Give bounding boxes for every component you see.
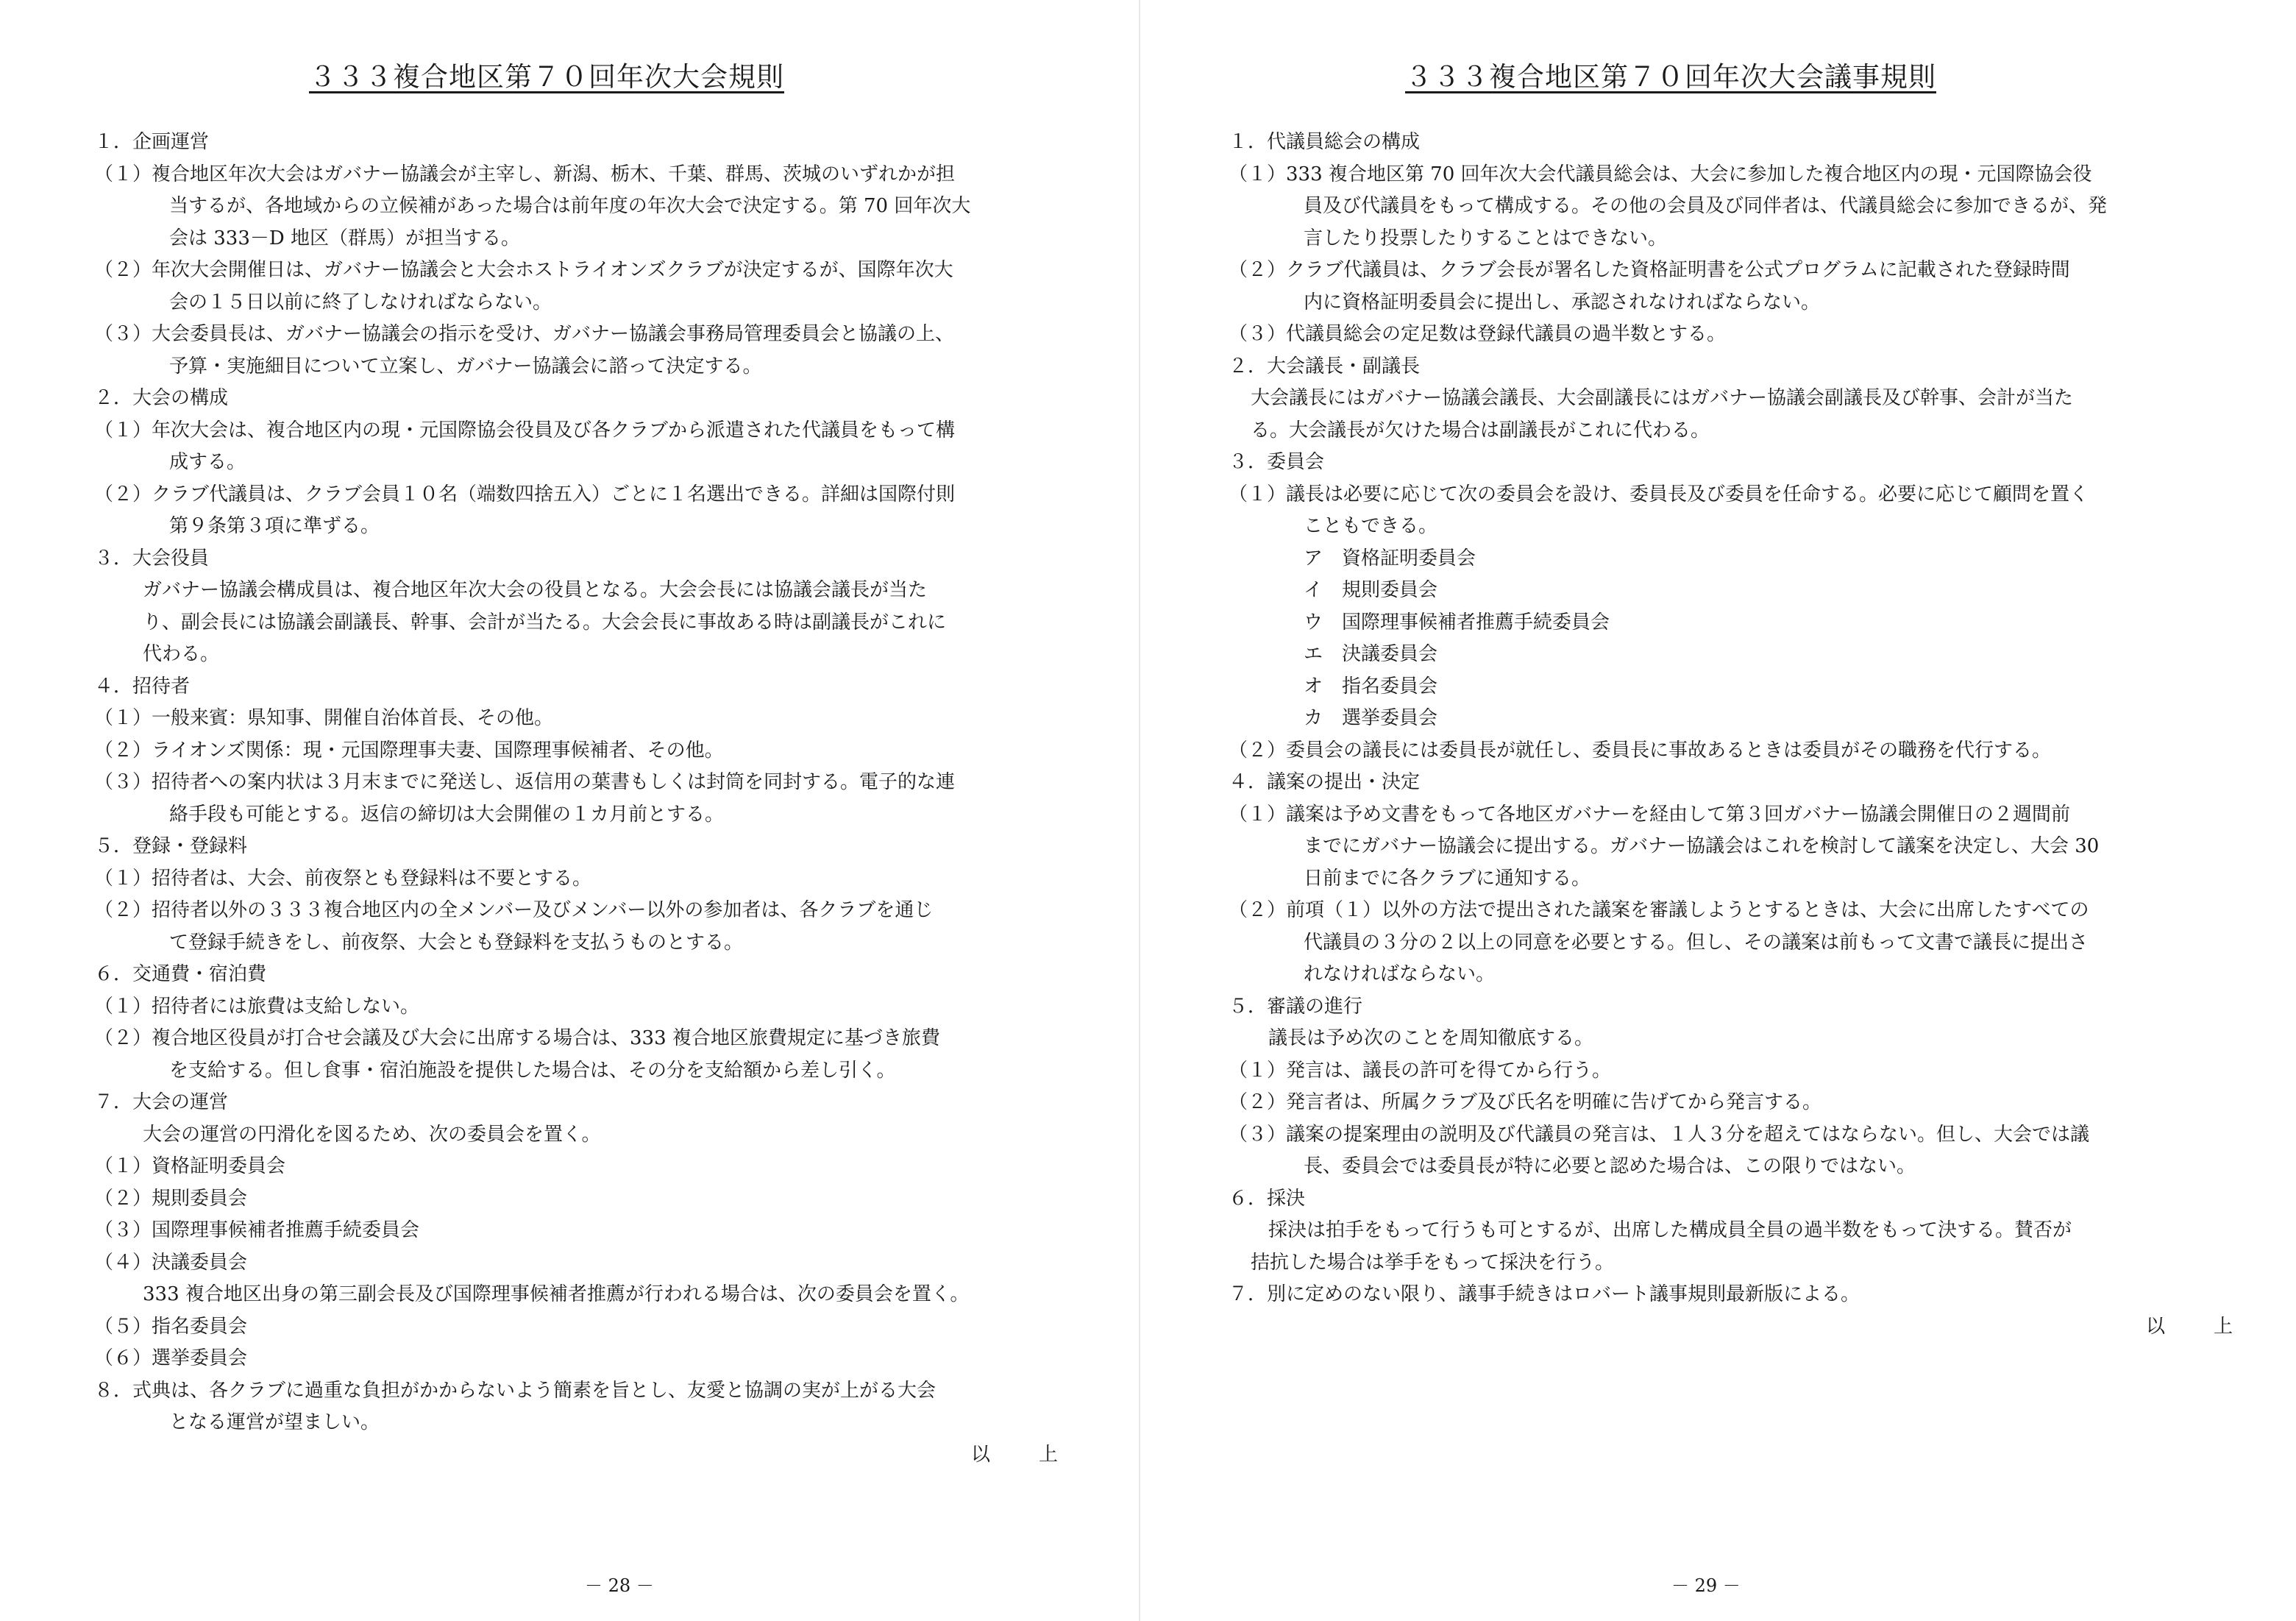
text-line: 成する。 — [169, 451, 246, 473]
text-line: れなければならない。 — [1304, 963, 1496, 985]
text-line: 絡手段も可能とする。返信の締切は大会開催の１カ月前とする。 — [169, 803, 725, 826]
text-line: ７．別に定めのない限り、議事手続きはロバート議事規則最新版による。 — [1229, 1283, 1860, 1305]
text-line: 会の１５日以前に終了しなければならない。 — [169, 291, 552, 313]
text-line: （１）資格証明委員会 — [94, 1155, 286, 1177]
text-line: エ 決議委員会 — [1304, 643, 1438, 665]
text-line: （１）333 複合地区第 70 回年次大会代議員総会は、大会に参加した複合地区内の現・元国際協会役 — [1229, 163, 2092, 185]
text-line: イ 規則委員会 — [1304, 579, 1438, 601]
text-line: 長、委員会では委員長が特に必要と認めた場合は、この限りではない。 — [1304, 1155, 1916, 1177]
text-line: 代議員の３分の２以上の同意を必要とする。但し、その議案は前もって文書で議長に提出さ — [1304, 931, 2089, 954]
text-line: ５．審議の進行 — [1229, 995, 1363, 1018]
text-line: ３．委員会 — [1229, 451, 1325, 473]
text-line: （１）招待者は、大会、前夜祭とも登録料は不要とする。 — [94, 867, 592, 890]
text-line: 代わる。 — [143, 643, 220, 665]
text-line: こともできる。 — [1304, 515, 1438, 537]
text-line: （２）委員会の議長には委員長が就任し、委員長に事故あるときは委員がその職務を代行する。 — [1229, 739, 2052, 762]
text-line: ３．大会役員 — [94, 547, 210, 570]
text-line: （１）招待者には旅費は支給しない。 — [94, 995, 420, 1018]
text-line: （１）複合地区年次大会はガバナー協議会が主宰し、新潟、栃木、千葉、群馬、茨城のいずれかが担 — [94, 163, 956, 185]
text-line: ７．大会の運営 — [94, 1091, 229, 1113]
text-line: 会は 333－D 地区（群馬）が担当する。 — [169, 227, 521, 249]
text-line: 予算・実施細目について立案し、ガバナー協議会に諮って決定する。 — [169, 355, 762, 377]
text-line: （４）決議委員会 — [94, 1251, 248, 1274]
text-line: ６．採決 — [1229, 1187, 1306, 1210]
text-line: （３）国際理事候補者推薦手続委員会 — [94, 1219, 420, 1241]
text-line: て登録手続きをし、前夜祭、大会とも登録料を支払うものとする。 — [169, 931, 744, 954]
text-line: 拮抗した場合は挙手をもって採決を行う。 — [1251, 1251, 1615, 1274]
text-line: までにガバナー協議会に提出する。ガバナー協議会はこれを検討して議案を決定し、大会 30 — [1304, 835, 2100, 857]
text-line: （１）発言は、議長の許可を得てから行う。 — [1229, 1059, 1612, 1082]
text-line: （２）年次大会開催日は、ガバナー協議会と大会ホストライオンズクラブが決定するが、国際年次大 — [94, 259, 953, 281]
page-left — [0, 0, 1133, 1621]
text-line: （２）クラブ代議員は、クラブ会長が署名した資格証明書を公式プログラムに記載された登録時間 — [1229, 259, 2070, 281]
text-line: 第９条第３項に準ずる。 — [169, 515, 380, 537]
text-line: （２）発言者は、所属クラブ及び氏名を明確に告げてから発言する。 — [1229, 1091, 1822, 1113]
text-line: ４．議案の提出・決定 — [1229, 771, 1421, 793]
text-line: ５．登録・登録料 — [94, 835, 248, 857]
text-line: 員及び代議員をもって構成する。その他の会員及び同伴者は、代議員総会に参加できるが、発 — [1304, 195, 2108, 217]
text-line: ６．交通費・宿泊費 — [94, 963, 267, 985]
closing-mark: 以 上 — [970, 1443, 1073, 1466]
text-line: となる運営が望ましい。 — [169, 1411, 380, 1433]
text-line: （２）規則委員会 — [94, 1187, 248, 1210]
text-line: 333 複合地区出身の第三副会長及び国際理事候補者推薦が行われる場合は、次の委員会を置く。 — [143, 1283, 970, 1305]
page-title: ３３３複合地区第７０回年次大会規則 — [309, 61, 784, 93]
text-line: （３）議案の提案理由の説明及び代議員の発言は、１人３分を超えてはならない。但し、大会では議 — [1229, 1123, 2090, 1146]
text-line: カ 選挙委員会 — [1304, 707, 1438, 729]
text-line: １．代議員総会の構成 — [1229, 131, 1421, 153]
text-line: （３）大会委員長は、ガバナー協議会の指示を受け、ガバナー協議会事務局管理委員会と協議の上、 — [94, 323, 954, 345]
text-line: 大会の運営の円滑化を図るため、次の委員会を置く。 — [143, 1123, 601, 1146]
rules-body — [1229, 127, 2255, 1343]
text-line: （２）前項（１）以外の方法で提出された議案を審議しようとするときは、大会に出席したすべての — [1229, 899, 2089, 921]
page-number: － 28 － — [585, 1575, 654, 1596]
text-line: （２）複合地区役員が打合せ会議及び大会に出席する場合は、333 複合地区旅費規定に基づき旅費 — [94, 1027, 940, 1049]
text-line: （１）年次大会は、複合地区内の現・元国際協会役員及び各クラブから派遣された代議員をもって構 — [94, 419, 956, 441]
text-line: （２）クラブ代議員は、クラブ会員１０名（端数四捨五入）ごとに１名選出できる。詳細は国際付則 — [94, 483, 956, 506]
text-line: 日前までに各クラブに通知する。 — [1304, 867, 1591, 890]
page-right — [1148, 0, 2296, 1621]
text-line: ウ 国際理事候補者推薦手続委員会 — [1304, 611, 1610, 634]
text-line: ア 資格証明委員会 — [1304, 547, 1476, 570]
text-line: （３）代議員総会の定足数は登録代議員の過半数とする。 — [1229, 323, 1727, 345]
text-line: を支給する。但し食事・宿泊施設を提供した場合は、その分を支給額から差し引く。 — [169, 1059, 896, 1082]
page-number: － 29 － — [1671, 1575, 1741, 1596]
text-line: 採決は拍手をもって行うも可とするが、出席した構成員全員の過半数をもって決する。賛否が — [1268, 1219, 2072, 1241]
text-line: ２．大会の構成 — [94, 387, 229, 409]
page-title: ３３３複合地区第７０回年次大会議事規則 — [1405, 61, 1936, 93]
text-line: （１）議長は必要に応じて次の委員会を設け、委員長及び委員を任命する。必要に応じて顧問を置く — [1229, 483, 2089, 506]
text-line: 当するが、各地域からの立候補があった場合は前年度の年次大会で決定する。第 70 回年次大 — [169, 195, 971, 217]
text-line: り、副会長には協議会副議長、幹事、会計が当たる。大会会長に事故ある時は副議長がこれに — [143, 611, 947, 634]
text-line: ガバナー協議会構成員は、複合地区年次大会の役員となる。大会会長には協議会議長が当た — [143, 579, 928, 601]
text-line: （５）指名委員会 — [94, 1315, 248, 1338]
text-line: （２）招待者以外の３３３複合地区内の全メンバー及びメンバー以外の参加者は、各クラブを通じ — [94, 899, 934, 921]
text-line: 議長は予め次のことを周知徹底する。 — [1268, 1027, 1594, 1049]
text-line: （１）一般来賓：県知事、開催自治体首長、その他。 — [94, 707, 554, 729]
page-fold-divider — [1139, 0, 1140, 1621]
text-line: オ 指名委員会 — [1304, 675, 1438, 698]
text-line: ４．招待者 — [94, 675, 191, 698]
text-line: ２．大会議長・副議長 — [1229, 355, 1421, 377]
text-line: 言したり投票したりすることはできない。 — [1304, 227, 1668, 249]
rules-body — [94, 127, 1080, 1471]
text-line: ８．式典は、各クラブに過重な負担がかからないよう簡素を旨とし、友愛と協調の実が上がる大会 — [94, 1379, 936, 1402]
text-line: 内に資格証明委員会に提出し、承認されなければならない。 — [1304, 291, 1821, 313]
text-line: る。大会議長が欠けた場合は副議長がこれに代わる。 — [1251, 419, 1710, 441]
text-line: （６）選挙委員会 — [94, 1347, 248, 1369]
text-line: （２）ライオンズ関係：現・元国際理事夫妻、国際理事候補者、その他。 — [94, 739, 724, 762]
text-line: 大会議長にはガバナー協議会議長、大会副議長にはガバナー協議会副議長及び幹事、会計が当た — [1251, 387, 2074, 409]
text-line: （３）招待者への案内状は３月末までに発送し、返信用の葉書もしくは封筒を同封する。電子的な連 — [94, 771, 956, 793]
text-line: （１）議案は予め文書をもって各地区ガバナーを経由して第３回ガバナー協議会開催日の２週間前 — [1229, 803, 2071, 826]
text-line: １．企画運営 — [94, 131, 210, 153]
closing-mark: 以 上 — [2145, 1315, 2247, 1338]
